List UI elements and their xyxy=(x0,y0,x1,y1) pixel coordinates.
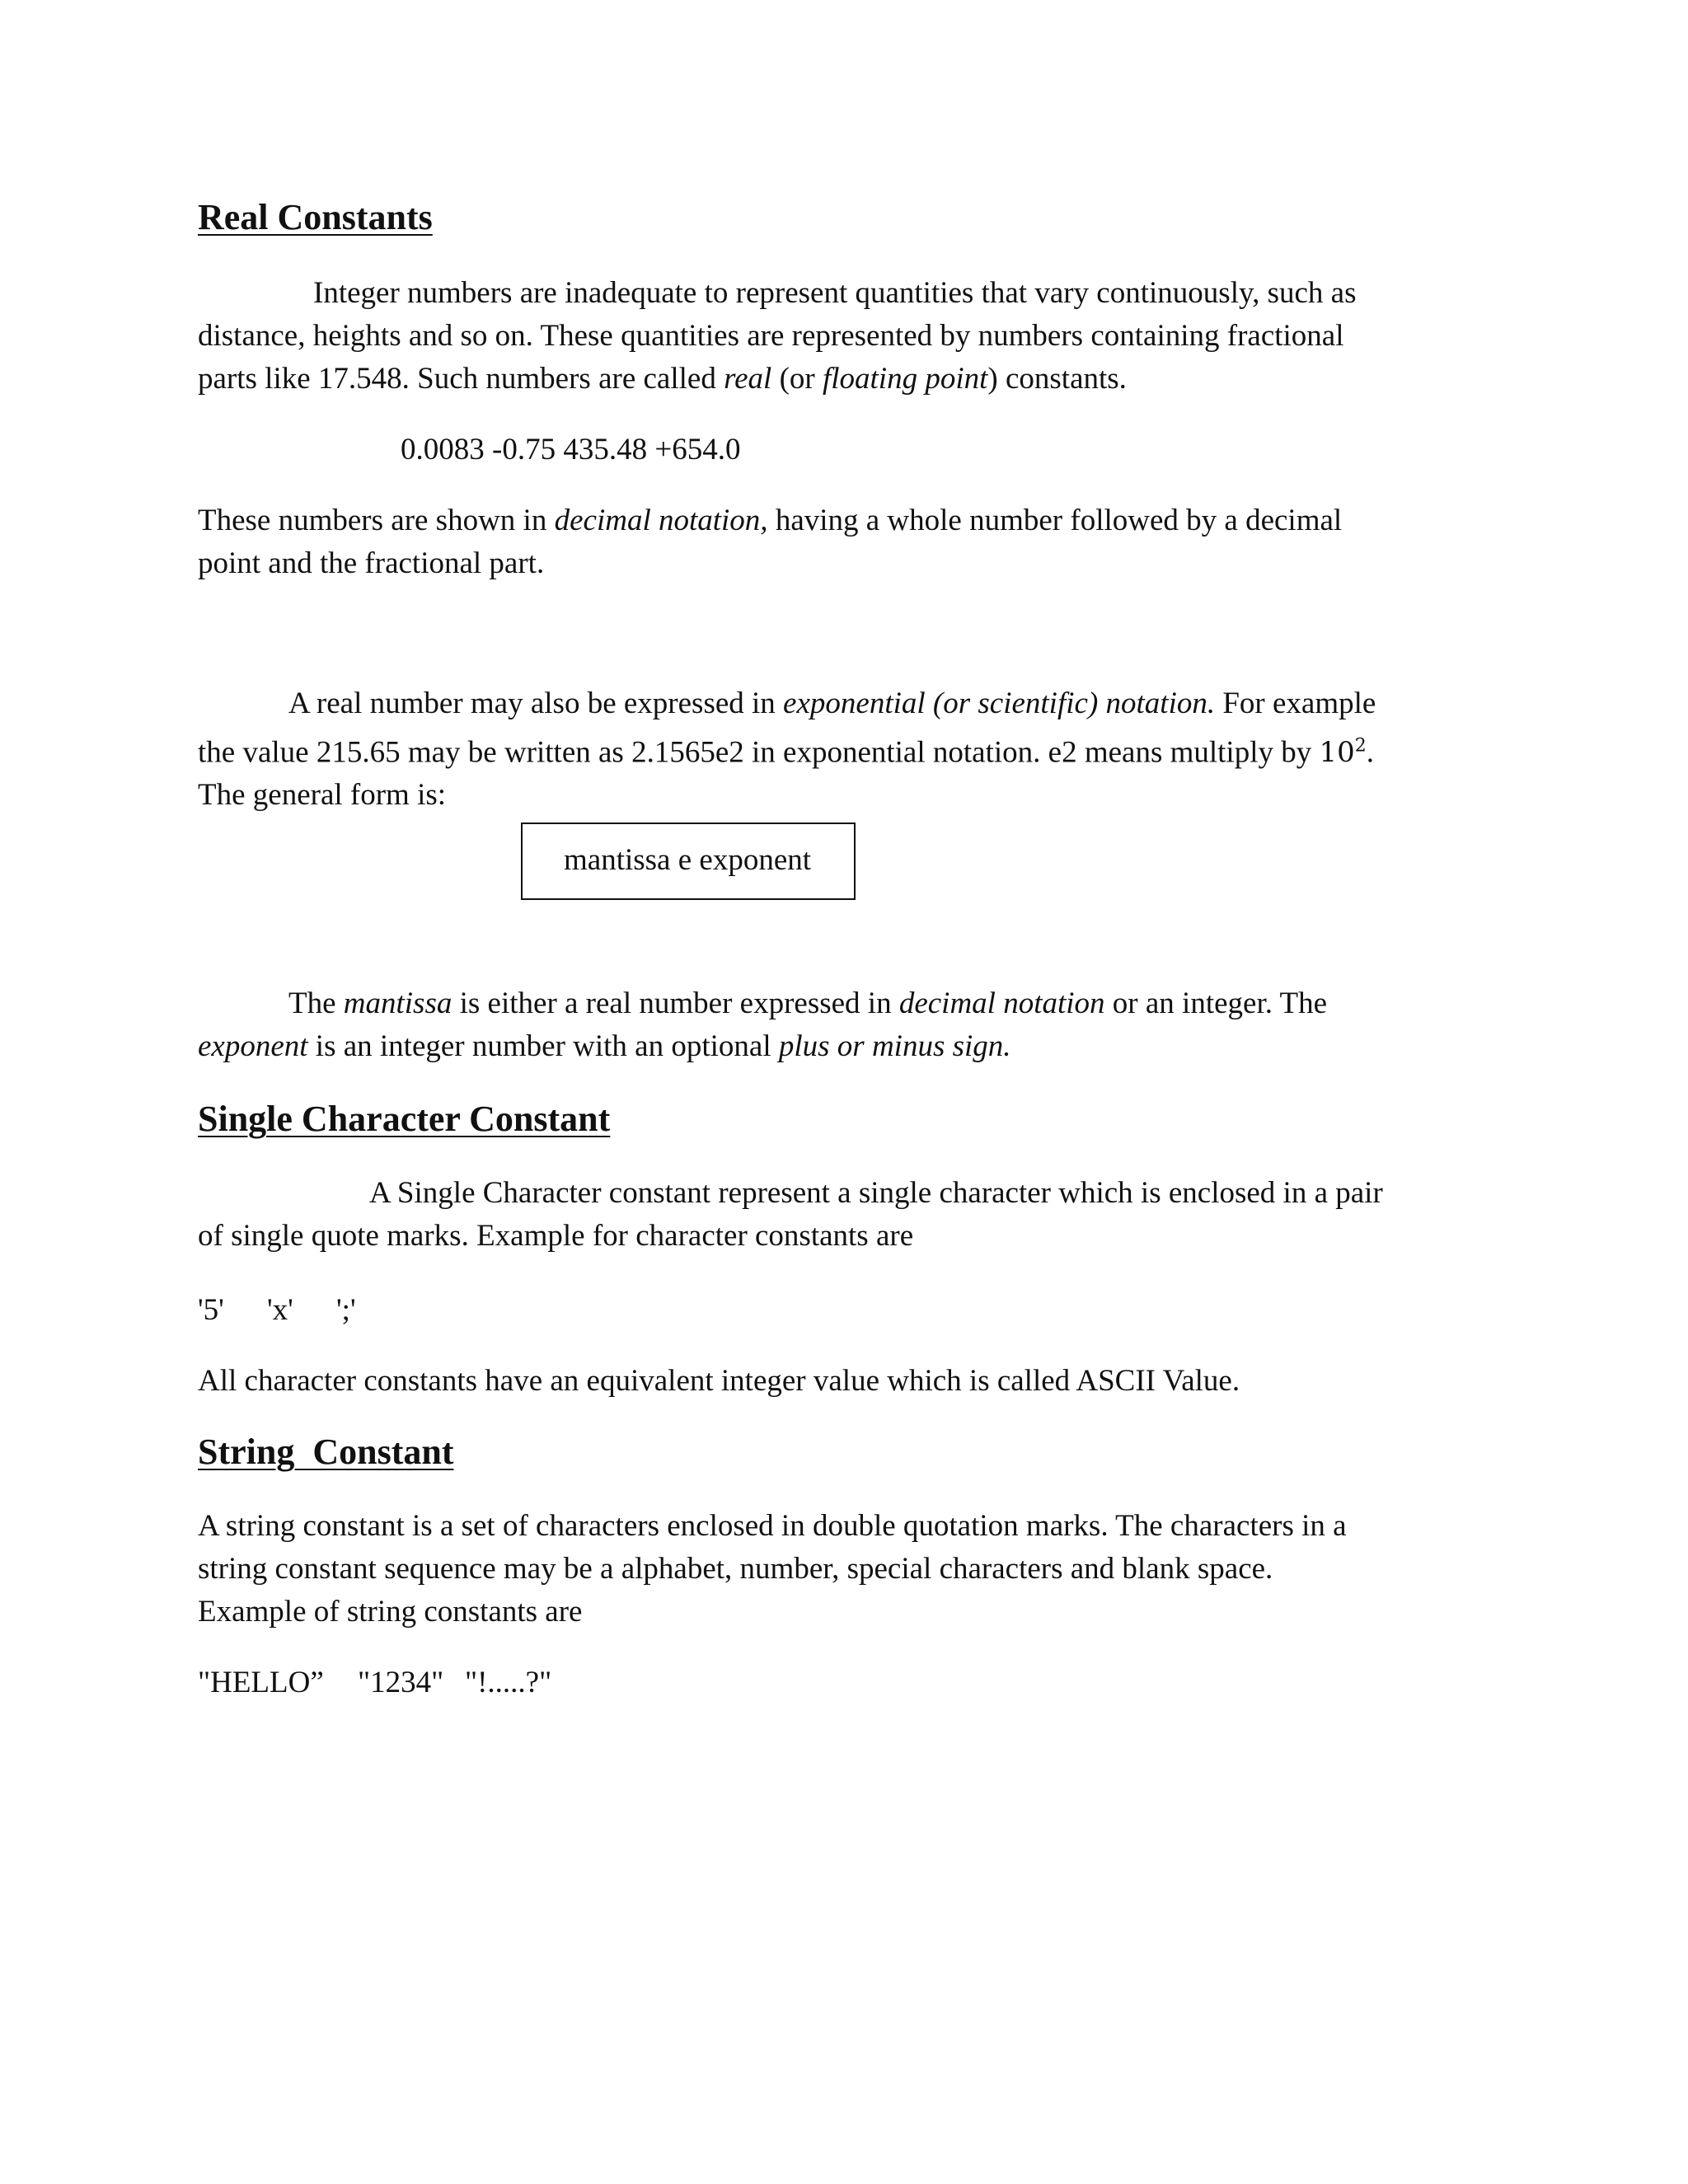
paragraph-exponential-notation xyxy=(198,682,1484,817)
string-example: "HELLO” xyxy=(198,1666,324,1699)
power-exponent: 2 xyxy=(1354,736,1367,757)
power-base: 10 xyxy=(1319,736,1355,770)
text-line: A string constant is a set of characters enclosed in double quotation marks. The characters in a xyxy=(198,1509,1347,1543)
text-run: parts like 17.548. Such numbers are called xyxy=(198,362,724,396)
italic-term: floating point xyxy=(822,362,988,396)
text-line: of single quote marks. Example for character constants are xyxy=(198,1219,914,1253)
text-line xyxy=(198,358,1484,401)
paragraph-mantissa-exponent xyxy=(198,982,1484,1068)
italic-term: mantissa xyxy=(343,987,452,1020)
general-form-box: mantissa e exponent xyxy=(521,823,856,900)
paragraph-decimal-notation xyxy=(198,499,1484,585)
text-run: These numbers are shown in xyxy=(198,504,555,537)
paragraph-string-constant xyxy=(198,1505,1484,1633)
heading-string-constant: String Constant xyxy=(198,1432,454,1472)
text-run: . xyxy=(1366,735,1375,770)
text-run: The xyxy=(288,987,344,1020)
power-of-ten xyxy=(1320,736,1367,769)
paragraph-real-intro xyxy=(198,272,1484,401)
text-run: the value 215.65 may be written as 2.1565e2 in exponential notation. e2 means multiply by xyxy=(198,735,1320,770)
text-line: point and the fractional part. xyxy=(198,546,545,580)
italic-term: decimal notation, xyxy=(554,504,768,537)
text-run: ) constants. xyxy=(987,362,1127,396)
text-run: having a whole number followed by a decimal xyxy=(767,504,1343,537)
text-line xyxy=(198,1025,1484,1068)
text-line: The general form is: xyxy=(198,778,447,813)
real-examples: 0.0083 -0.75 435.48 +654.0 xyxy=(401,433,741,466)
italic-term: plus or minus sign. xyxy=(778,1029,1011,1063)
italic-term: exponent xyxy=(198,1029,308,1063)
italic-term: real xyxy=(724,362,772,396)
char-example: ';' xyxy=(336,1293,356,1327)
character-examples xyxy=(198,1289,1484,1332)
text-run: or an integer. The xyxy=(1104,987,1328,1020)
string-example: "!.....?" xyxy=(465,1666,552,1699)
italic-term: exponential (or scientific) notation. xyxy=(783,687,1216,720)
heading-single-character-constant: Single Character Constant xyxy=(198,1099,611,1139)
text-line xyxy=(198,725,1484,774)
text-run: is an integer number with an optional xyxy=(307,1029,779,1063)
text-line: distance, heights and so on. These quantities are represented by numbers containing fractional xyxy=(198,319,1344,353)
text-line xyxy=(198,682,1484,725)
text-line xyxy=(198,982,1484,1025)
text-line: A Single Character constant represent a single character which is enclosed in a pair xyxy=(369,1176,1383,1210)
text-run: For example xyxy=(1215,687,1376,720)
text-line xyxy=(198,499,1484,542)
string-example: "1234" xyxy=(358,1666,444,1699)
text-run: (or xyxy=(771,362,823,396)
string-examples xyxy=(198,1661,1484,1704)
text-line: Example of string constants are xyxy=(198,1595,583,1629)
text-line: Integer numbers are inadequate to represent quantities that vary continuously, such as xyxy=(313,276,1357,310)
italic-term: decimal notation xyxy=(898,987,1105,1020)
text-line: string constant sequence may be a alphabet, number, special characters and blank space. xyxy=(198,1552,1273,1586)
heading-real-constants: Real Constants xyxy=(198,197,433,237)
char-example: 'x' xyxy=(267,1293,293,1327)
paragraph-single-character xyxy=(198,1172,1484,1258)
text-run: is either a real number expressed in xyxy=(452,987,899,1020)
char-example: '5' xyxy=(198,1293,224,1327)
text-run: A real number may also be expressed in xyxy=(288,687,784,720)
paragraph-ascii-value: All character constants have an equivalent integer value which is called ASCII Value. xyxy=(198,1364,1240,1398)
